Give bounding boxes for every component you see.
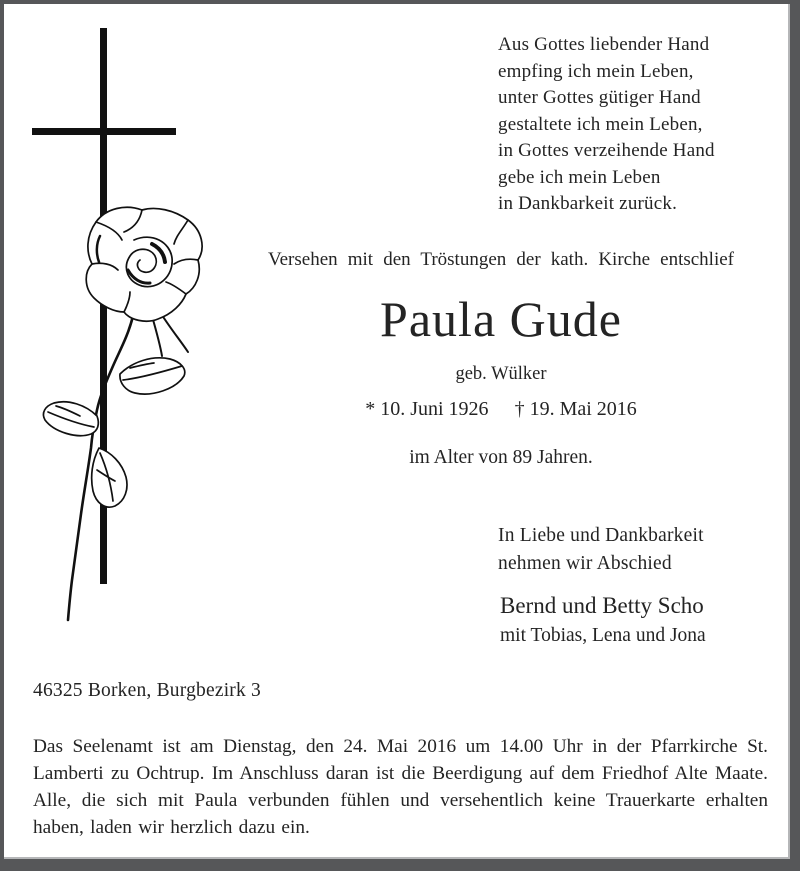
poem-line: empfing ich mein Leben,	[498, 60, 694, 82]
birth-date: * 10. Juni 1926	[365, 398, 489, 420]
farewell-line: nehmen wir Abschied	[498, 552, 672, 574]
poem-line: unter Gottes gütiger Hand	[498, 87, 701, 108]
poem-line: gestaltete ich mein Leben,	[498, 113, 703, 135]
mourners-main: Bernd und Betty Scho	[500, 593, 704, 618]
cross-rose-illustration	[4, 4, 244, 654]
deceased-name: Paula Gude	[380, 291, 622, 347]
intro-line: Versehen mit den Tröstungen der kath. Kirche entschlief	[268, 249, 734, 270]
address-line: 46325 Borken, Burgbezirk 3	[33, 680, 261, 701]
rose-icon	[43, 207, 202, 620]
obituary-page	[4, 4, 790, 859]
poem-line: gebe ich mein Leben	[498, 166, 661, 188]
mourners-children: mit Tobias, Lena und Jona	[500, 625, 706, 646]
funeral-info: Das Seelenamt ist am Dienstag, den 24. Mai 2016 um 14.00 Uhr in der Pfarrkirche St. Lamberti zu Ochtrup. Im Anschluss daran ist die Beerdigung auf dem Friedhof Alte Maate. Alle, die sich mit Paula verbunden fühlen und versehentlich keine Trauerkarte erhalten haben, laden wir herzlich dazu ein.	[33, 736, 768, 838]
poem-block	[498, 32, 715, 218]
farewell-line: In Liebe und Dankbarkeit	[498, 525, 704, 546]
age-line: im Alter von 89 Jahren.	[409, 447, 593, 468]
death-date: † 19. Mai 2016	[514, 398, 637, 420]
poem-line: Aus Gottes liebender Hand	[498, 34, 710, 55]
farewell-block	[498, 522, 704, 577]
life-dates	[268, 398, 734, 421]
poem-line: in Gottes verzeihende Hand	[498, 140, 715, 161]
maiden-name: geb. Wülker	[455, 364, 547, 384]
poem-line: in Dankbarkeit zurück.	[498, 193, 678, 214]
